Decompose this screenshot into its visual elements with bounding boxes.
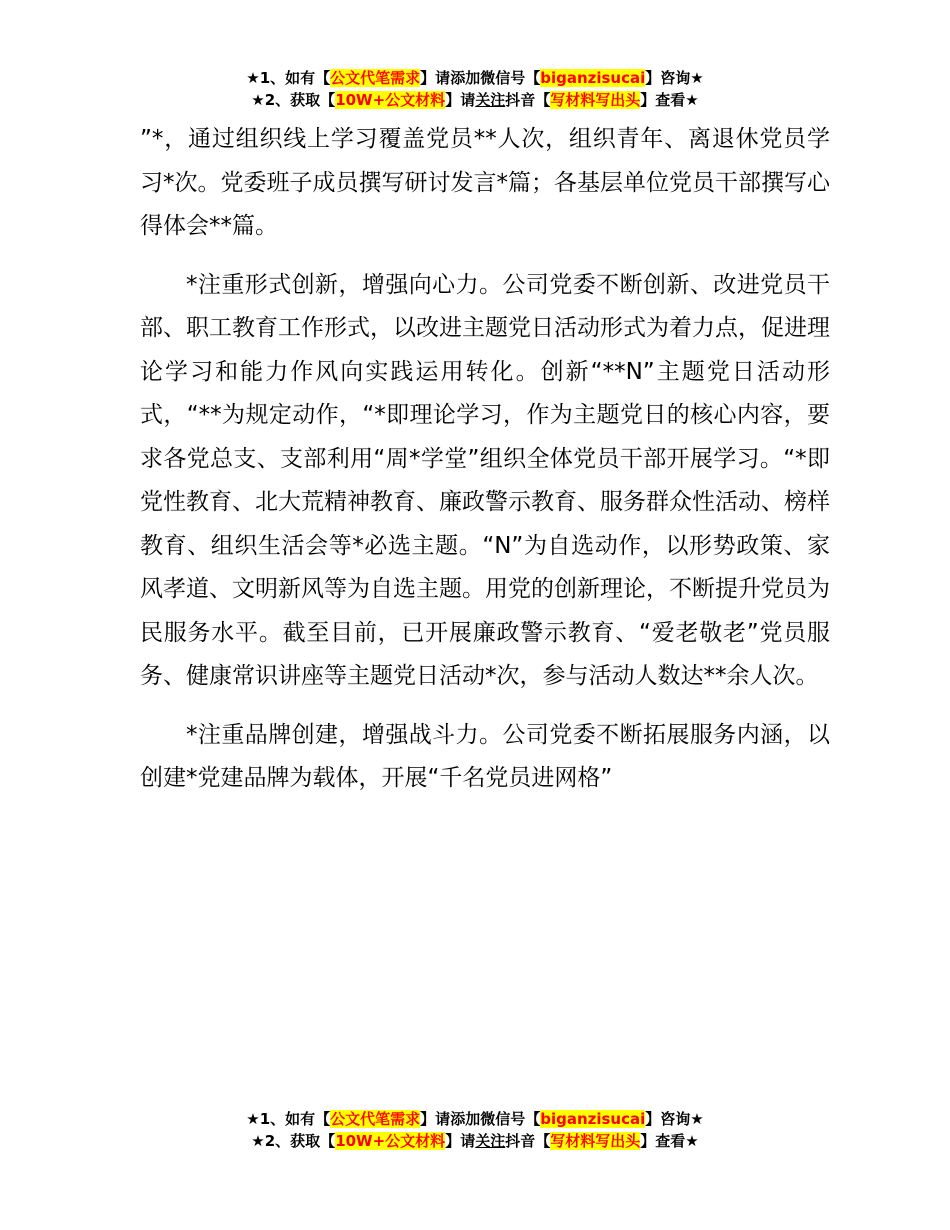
paragraph: ”*，通过组织线上学习覆盖党员**人次，组织青年、离退休党员学习*次。党委班子成员撰写研讨发言*篇；各基层单位党员干部撰写心得体会**篇。 <box>140 126 830 239</box>
header-banner <box>0 67 950 111</box>
banner-highlight: 公文代笔需求 <box>330 1110 421 1128</box>
banner-line-1: ★1、如有【公文代笔需求】请添加微信号【biganzisucai】咨询★ <box>246 1110 704 1128</box>
banner-line-2: ★2、获取【10W+公文材料】请关注抖音【写材料写出头】查看★ <box>251 1132 699 1150</box>
footer-banner <box>0 1108 950 1152</box>
banner-line-1: ★1、如有【公文代笔需求】请添加微信号【biganzisucai】咨询★ <box>246 69 704 87</box>
banner-highlight: 写材料写出头 <box>550 1132 641 1150</box>
banner-highlight: biganzisucai <box>540 69 646 87</box>
banner-highlight: 写材料写出头 <box>550 91 641 109</box>
banner-highlight: 公文代笔需求 <box>330 69 421 87</box>
paragraph: *注重形式创新，增强向心力。公司党委不断创新、改进党员干部、职工教育工作形式，以改进主题党日活动形式为着力点，促进理论学习和能力作风向实践运用转化。创新“**N”主题党日活动形式，“**为规定动作，“*即理论学习，作为主题党日的核心内容，要求各党总支、支部利用“周*学堂”组织全体党员干部开展学习。“*即党性教育、北大荒精神教育、廉政警示教育、服务群众性活动、榜样教育、组织生活会等*必选主题。“N”为自选动作，以形势政策、家风孝道、文明新风等为自选主题。用党的创新理论，不断提升党员为民服务水平。截至目前，已开展廉政警示教育、“爱老敬老”党员服务、健康常识讲座等主题党日活动*次，参与活动人数达**余人次。 <box>140 271 830 689</box>
document-body <box>140 118 830 816</box>
banner-line-2: ★2、获取【10W+公文材料】请关注抖音【写材料写出头】查看★ <box>251 91 699 109</box>
banner-highlight: 10W+公文材料 <box>335 1132 446 1150</box>
paragraph: *注重品牌创建，增强战斗力。公司党委不断拓展服务内涵，以创建*党建品牌为载体，开展“千名党员进网格” <box>140 721 830 791</box>
banner-highlight: 10W+公文材料 <box>335 91 446 109</box>
banner-highlight: biganzisucai <box>540 1110 646 1128</box>
